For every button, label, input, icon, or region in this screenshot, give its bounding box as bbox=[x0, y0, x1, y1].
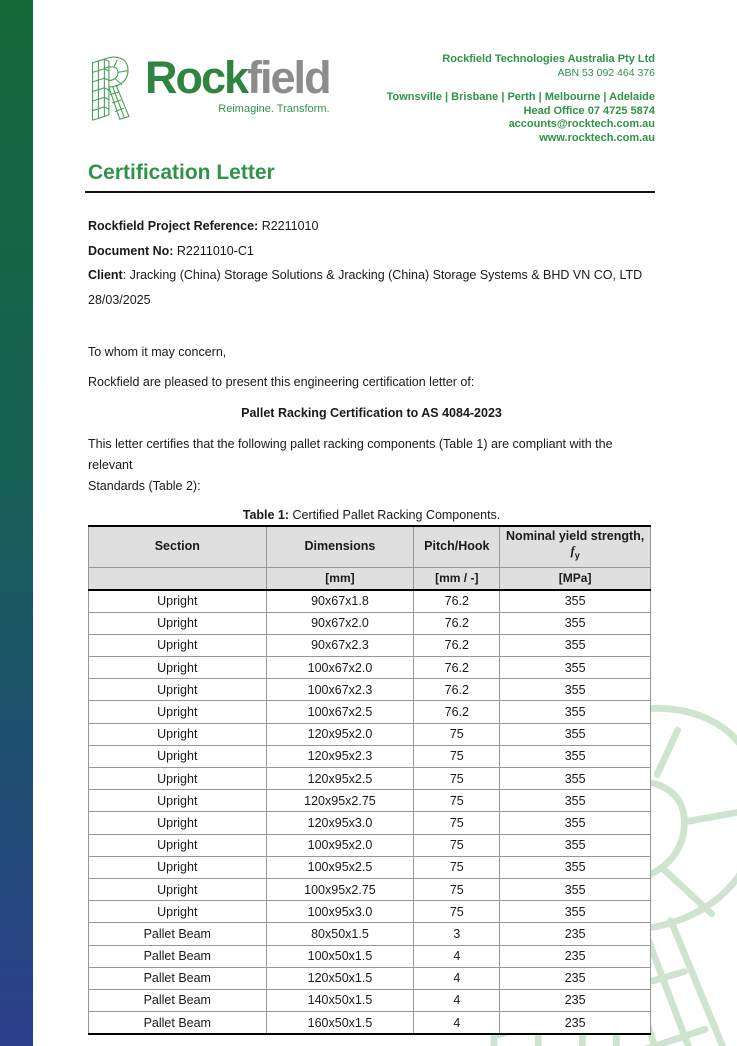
table-cell: 100x50x1.5 bbox=[266, 945, 414, 967]
date-line: 28/03/2025 bbox=[88, 292, 151, 307]
unit-pitch-hook: [mm / -] bbox=[414, 567, 500, 590]
logo-tagline: Reimagine. Transform. bbox=[218, 103, 330, 115]
page-title: Certification Letter bbox=[88, 161, 275, 184]
table-cell: 235 bbox=[500, 967, 651, 989]
table-row bbox=[89, 945, 651, 967]
certification-statement bbox=[88, 434, 655, 497]
logo-word-field: field bbox=[247, 52, 330, 103]
yield-header-text: Nominal yield strength, bbox=[506, 529, 645, 544]
table-row bbox=[89, 923, 651, 945]
table-cell: Pallet Beam bbox=[89, 1012, 267, 1035]
table-cell: 355 bbox=[500, 856, 651, 878]
company-phone: Head Office 07 4725 5874 bbox=[523, 104, 655, 117]
table-cell: 120x95x2.0 bbox=[266, 723, 414, 745]
table-row bbox=[89, 723, 651, 745]
table-row bbox=[89, 989, 651, 1011]
table-cell: Upright bbox=[89, 901, 267, 923]
table-cell: 75 bbox=[414, 768, 500, 790]
table-header-row bbox=[89, 526, 651, 568]
yield-symbol: $f_y$ bbox=[570, 544, 580, 561]
table-cell: Upright bbox=[89, 745, 267, 767]
table-caption bbox=[88, 508, 655, 522]
table-cell: 4 bbox=[414, 967, 500, 989]
table-cell: Upright bbox=[89, 723, 267, 745]
rockfield-logo bbox=[88, 45, 330, 145]
table-cell: 120x95x2.5 bbox=[266, 768, 414, 790]
table-cell: 355 bbox=[500, 834, 651, 856]
table-row bbox=[89, 834, 651, 856]
table-cell: 120x95x3.0 bbox=[266, 812, 414, 834]
table-cell: 90x67x2.0 bbox=[266, 612, 414, 634]
table-cell: 90x67x1.8 bbox=[266, 590, 414, 613]
table-cell: Upright bbox=[89, 679, 267, 701]
logo-wordmark bbox=[145, 52, 330, 103]
table-cell: 120x50x1.5 bbox=[266, 967, 414, 989]
table-cell: 75 bbox=[414, 901, 500, 923]
table-cell: 355 bbox=[500, 634, 651, 656]
table-cell: 235 bbox=[500, 945, 651, 967]
col-header-dimensions: Dimensions bbox=[266, 526, 414, 568]
unit-dimensions: [mm] bbox=[266, 567, 414, 590]
table-cell: Upright bbox=[89, 834, 267, 856]
logo-word-rock: Rock bbox=[145, 52, 248, 103]
table-cell: 120x95x2.3 bbox=[266, 745, 414, 767]
table-cell: Upright bbox=[89, 590, 267, 613]
table-row bbox=[89, 901, 651, 923]
col-header-pitch-hook: Pitch/Hook bbox=[414, 526, 500, 568]
document-no-line bbox=[88, 244, 655, 258]
statement-line-2: Standards (Table 2): bbox=[88, 478, 201, 493]
client-line bbox=[88, 268, 655, 282]
table-caption-text: Certified Pallet Racking Components. bbox=[289, 507, 501, 522]
letter-content bbox=[88, 0, 655, 1035]
table-cell: 75 bbox=[414, 812, 500, 834]
table-cell: Pallet Beam bbox=[89, 945, 267, 967]
title-divider bbox=[85, 191, 655, 193]
letterhead bbox=[88, 45, 655, 193]
table-cell: Pallet Beam bbox=[89, 989, 267, 1011]
unit-yield: [MPa] bbox=[500, 567, 651, 590]
table-cell: 235 bbox=[500, 923, 651, 945]
components-table bbox=[88, 525, 651, 1036]
company-locations: Townsville | Brisbane | Perth | Melbourne | Adelaide bbox=[386, 91, 655, 103]
table-cell: 3 bbox=[414, 923, 500, 945]
table-row bbox=[89, 679, 651, 701]
table-body bbox=[89, 590, 651, 1035]
table-cell: Upright bbox=[89, 790, 267, 812]
table-cell: 75 bbox=[414, 790, 500, 812]
table-cell: 140x50x1.5 bbox=[266, 989, 414, 1011]
table-cell: 355 bbox=[500, 679, 651, 701]
table-row bbox=[89, 812, 651, 834]
table-cell: Upright bbox=[89, 701, 267, 723]
table-cell: 100x67x2.0 bbox=[266, 657, 414, 679]
table-row bbox=[89, 790, 651, 812]
table-cell: 355 bbox=[500, 901, 651, 923]
table-cell: 76.2 bbox=[414, 590, 500, 613]
col-header-yield-strength bbox=[500, 526, 651, 568]
table-row bbox=[89, 768, 651, 790]
document-no-value: R2211010-C1 bbox=[176, 243, 254, 258]
table-cell: 75 bbox=[414, 878, 500, 900]
table-cell: 235 bbox=[500, 989, 651, 1011]
company-info bbox=[387, 53, 655, 145]
table-cell: Pallet Beam bbox=[89, 967, 267, 989]
col-header-section: Section bbox=[89, 526, 267, 568]
table-cell: Upright bbox=[89, 657, 267, 679]
table-cell: 4 bbox=[414, 989, 500, 1011]
table-cell: 355 bbox=[500, 812, 651, 834]
table-cell: 75 bbox=[414, 745, 500, 767]
table-caption-label: Table 1: bbox=[242, 507, 290, 522]
project-reference-label: Rockfield Project Reference: bbox=[88, 219, 259, 233]
table-cell: Upright bbox=[89, 612, 267, 634]
table-cell: 160x50x1.5 bbox=[266, 1012, 414, 1035]
table-cell: Upright bbox=[89, 856, 267, 878]
table-header bbox=[89, 526, 651, 590]
table-cell: 75 bbox=[414, 834, 500, 856]
table-cell: 80x50x1.5 bbox=[266, 923, 414, 945]
table-cell: 355 bbox=[500, 723, 651, 745]
table-cell: 76.2 bbox=[414, 701, 500, 723]
table-cell: Upright bbox=[89, 878, 267, 900]
table-cell: 355 bbox=[500, 657, 651, 679]
table-cell: Upright bbox=[89, 812, 267, 834]
table-cell: Upright bbox=[89, 634, 267, 656]
table-row bbox=[89, 657, 651, 679]
table-units-row bbox=[89, 567, 651, 590]
statement-line-1: This letter certifies that the following pallet racking components (Table 1) are compliant with the relevant bbox=[88, 436, 613, 472]
table-cell: 76.2 bbox=[414, 612, 500, 634]
table-cell: 100x95x2.0 bbox=[266, 834, 414, 856]
table-cell: 4 bbox=[414, 1012, 500, 1035]
table-row bbox=[89, 634, 651, 656]
table-cell: 100x95x2.5 bbox=[266, 856, 414, 878]
table-cell: Upright bbox=[89, 768, 267, 790]
table-cell: 100x95x3.0 bbox=[266, 901, 414, 923]
intro-paragraph: Rockfield are pleased to present this engineering certification letter of: bbox=[88, 374, 475, 389]
table-cell: 75 bbox=[414, 723, 500, 745]
company-name: Rockfield Technologies Australia Pty Ltd bbox=[442, 53, 655, 65]
client-value: : Jracking (China) Storage Solutions & Jracking (China) Storage Systems & BHD VN CO, LTD bbox=[122, 268, 643, 282]
table-cell: 75 bbox=[414, 856, 500, 878]
table-cell: 4 bbox=[414, 945, 500, 967]
client-label: Client bbox=[88, 268, 123, 282]
certification-title: Pallet Racking Certification to AS 4084-2023 bbox=[241, 405, 502, 420]
table-row bbox=[89, 878, 651, 900]
document-meta bbox=[88, 219, 655, 307]
table-cell: 100x67x2.5 bbox=[266, 701, 414, 723]
table-row bbox=[89, 856, 651, 878]
left-gradient-band bbox=[0, 0, 33, 1046]
table-cell: 355 bbox=[500, 612, 651, 634]
table-cell: 355 bbox=[500, 878, 651, 900]
table-row bbox=[89, 745, 651, 767]
table-cell: 355 bbox=[500, 701, 651, 723]
table-cell: 100x95x2.75 bbox=[266, 878, 414, 900]
table-cell: 355 bbox=[500, 790, 651, 812]
table-cell: 76.2 bbox=[414, 634, 500, 656]
company-abn: ABN 53 092 464 376 bbox=[557, 66, 655, 79]
rockfield-logo-icon bbox=[88, 45, 138, 127]
table-cell: 355 bbox=[500, 590, 651, 613]
table-row bbox=[89, 701, 651, 723]
letter-body bbox=[88, 345, 655, 522]
document-no-label: Document No: bbox=[88, 243, 174, 258]
table-cell: 355 bbox=[500, 745, 651, 767]
table-cell: Pallet Beam bbox=[89, 923, 267, 945]
table-row bbox=[89, 612, 651, 634]
table-row bbox=[89, 1012, 651, 1035]
table-cell: 120x95x2.75 bbox=[266, 790, 414, 812]
table-cell: 76.2 bbox=[414, 679, 500, 701]
project-reference-value: R2211010 bbox=[261, 219, 319, 233]
table-cell: 235 bbox=[500, 1012, 651, 1035]
table-row bbox=[89, 967, 651, 989]
unit-section bbox=[89, 567, 267, 590]
table-cell: 100x67x2.3 bbox=[266, 679, 414, 701]
table-cell: 90x67x2.3 bbox=[266, 634, 414, 656]
table-row bbox=[89, 590, 651, 613]
company-email: accounts@rocktech.com.au bbox=[508, 118, 655, 130]
table-cell: 76.2 bbox=[414, 657, 500, 679]
table-cell: 355 bbox=[500, 768, 651, 790]
salutation: To whom it may concern, bbox=[88, 344, 227, 359]
company-website: www.rocktech.com.au bbox=[539, 131, 655, 144]
project-reference-line bbox=[88, 219, 655, 233]
